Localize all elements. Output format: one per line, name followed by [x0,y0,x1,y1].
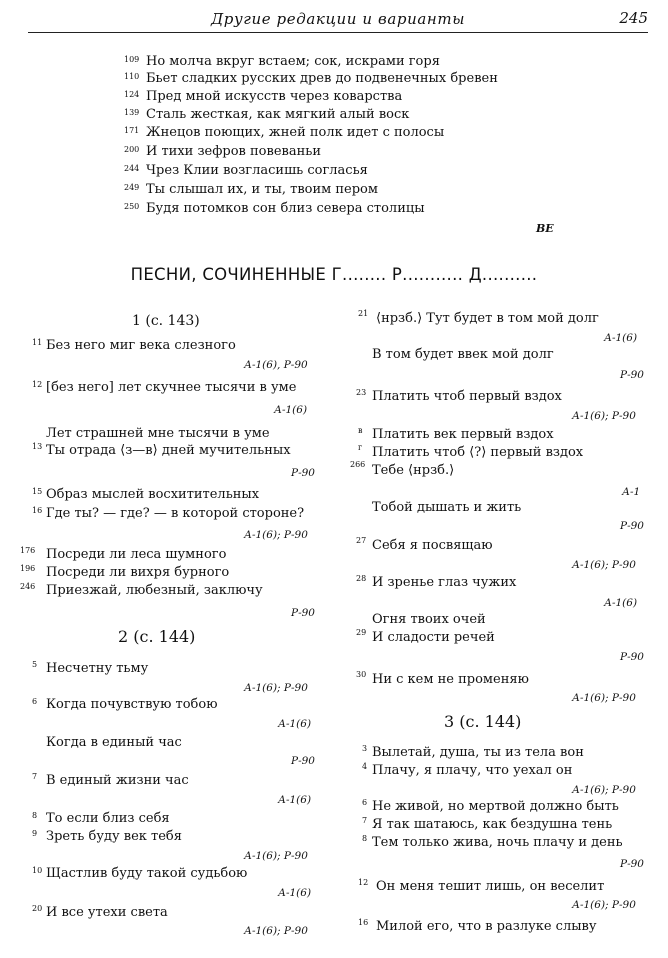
page-number: 245 [619,9,648,27]
line-number: 12 [358,878,369,887]
variant-line: Тебе ⟨нрзб.⟩ [372,463,455,478]
variant-line: Зреть буду век тебя [46,829,182,844]
variant-line: Жнецов поющих, жней полк идет с полосы [146,125,445,140]
line-number: 27 [356,536,367,545]
line-number: 124 [124,90,140,99]
variant-line: Пред мной искусств через коварства [146,89,403,104]
variant-line: Огня твоих очей [372,612,486,627]
variant-line: Ты слышал их, и ты, твоим пером [146,182,378,197]
line-number: 176 [20,546,36,555]
line-number: 16 [358,918,369,927]
line-number: 196 [20,564,36,573]
source-ref: А-1(6) [278,718,312,730]
source-ref: Р-90 [291,467,315,479]
line-number: 23 [356,388,367,397]
variant-line: Платить чтоб первый вздох [372,389,562,404]
line-number: 20 [32,904,43,913]
variant-line: И сладости речей [372,630,495,645]
line-number: 266 [350,460,366,469]
section-heading-2: 2 (с. 144) [118,627,196,646]
source-ref: А-1(6); Р-90 [572,692,636,704]
source-ref: А-1(6) [604,597,638,609]
variant-line: Он меня тешит лишь, он веселит [376,879,605,894]
variant-line: Щастлив буду такой судьбою [46,866,248,881]
variant-line: В единый жизни час [46,773,189,788]
line-number: 8 [362,834,368,843]
source-ref: Р-90 [620,858,644,870]
variant-line: Без него миг века слезного [46,338,236,353]
line-number: 109 [124,55,140,64]
line-number: 16 [32,506,43,515]
variant-line: Не живой, но мертвой должно быть [372,799,619,814]
line-number: 10 [32,866,43,875]
variant-line: В том будет ввек мой долг [372,347,554,362]
source-ref: А-1(6); Р-90 [244,850,308,862]
line-number: 250 [124,202,140,211]
line-number: 4 [362,762,368,771]
variant-line: ⟨нрзб.⟩ Тут будет в том мой долг [376,311,599,326]
line-number: 7 [362,816,368,825]
variant-line: Образ мыслей восхитительных [46,487,260,502]
variant-line: Тем только жива, ночь плачу и день [372,835,623,850]
variant-line: И тихи зефров повеваньи [146,144,321,159]
line-number: 12 [32,380,43,389]
source-ref: А-1(6) [278,794,312,806]
line-number: 244 [124,164,140,173]
source-ref: А-1(6); Р-90 [572,410,636,422]
variant-line: Плачу, я плачу, что уехал он [372,763,573,778]
variant-line: Платить чтоб ⟨?⟩ первый вздох [372,445,584,460]
line-number: г [358,443,363,452]
line-number: 28 [356,574,367,583]
variant-line: Бьет сладких русских древ до подвенечных бревен [146,71,498,86]
line-number: 21 [358,309,369,318]
line-number: 139 [124,108,140,117]
variant-line: Сталь жесткая, как мягкий алый воск [146,107,410,122]
line-number: 7 [32,772,38,781]
line-number: 13 [32,442,43,451]
source-ref: А-1(6); Р-90 [572,784,636,796]
section-heading-3: 3 (с. 144) [444,712,522,731]
line-number: 246 [20,582,36,591]
line-number: 200 [124,145,140,154]
source-ref: Р-90 [620,651,644,663]
line-number: 6 [32,697,38,706]
running-header-title: Другие редакции и варианты [210,10,466,28]
variant-line: [без него] лет скучнее тысячи в уме [46,380,297,395]
variant-line: Милой его, что в разлуке слыву [376,919,597,934]
editor-initials: ВЕ [536,222,554,235]
variant-line: Вылетай, душа, ты из тела вон [372,745,584,760]
running-header [28,6,648,33]
source-ref: А-1(6); Р-90 [244,682,308,694]
variant-line: Когда почувствую тобою [46,697,218,712]
line-number: 249 [124,183,140,192]
variant-line: Я так шатаюсь, как бездушна тень [372,817,613,832]
source-ref: А-1(6) [274,404,308,416]
variant-line: Посреди ли леса шумного [46,547,227,562]
variant-line: Когда в единый час [46,735,182,750]
line-number: 110 [124,72,140,81]
source-ref: Р-90 [620,369,644,381]
source-ref: Р-90 [291,755,315,767]
variant-line: Но молча вкруг встаем; сок, искрами горя [146,54,440,69]
variant-line: Лет страшней мне тысячи в уме [46,426,270,441]
section-title: ПЕСНИ, СОЧИНЕННЫЕ Г........ Р........... Д.......... [130,265,538,284]
line-number: 29 [356,628,367,637]
line-number: 5 [32,660,38,669]
line-number: 3 [362,744,368,753]
variant-line: Приезжай, любезный, заключу [46,583,263,598]
variant-line: И все утехи света [46,905,168,920]
source-ref: А-1(6) [278,887,312,899]
source-ref: А-1(6); Р-90 [244,529,308,541]
line-number: 11 [32,338,43,347]
variant-line: Чрез Клии возгласишь согласья [146,163,368,178]
source-ref: А-1(6); Р-90 [244,925,308,937]
source-ref: А-1(6); Р-90 [572,559,636,571]
source-ref: Р-90 [620,520,644,532]
variant-line: Платить век первый вздох [372,427,554,442]
source-ref: А-1 [622,486,641,498]
source-ref: А-1(6); Р-90 [572,899,636,911]
line-number: 15 [32,487,43,496]
variant-line: И зренье глаз чужих [372,575,517,590]
source-ref: А-1(6), Р-90 [244,359,308,371]
variant-line: Себя я посвящаю [372,538,493,553]
variant-line: Ни с кем не променяю [372,672,529,687]
variant-line: Тобой дышать и жить [372,500,522,515]
section-heading-1: 1 (с. 143) [132,313,200,329]
variant-line: То если близ себя [46,811,170,826]
line-number: 30 [356,670,367,679]
line-number: 8 [32,811,38,820]
variant-line: Где ты? — где? — в которой стороне? [46,506,305,521]
line-number: 6 [362,798,368,807]
source-ref: А-1(6) [604,332,638,344]
variant-line: Ты отрада ⟨з—в⟩ дней мучительных [46,443,291,458]
line-number: 171 [124,126,140,135]
source-ref: Р-90 [291,607,315,619]
line-number: 9 [32,829,38,838]
variant-line: Будя потомков сон близ севера столицы [146,201,425,216]
variant-line: Несчетну тьму [46,661,149,676]
line-number: в [358,426,363,435]
variant-line: Посреди ли вихря бурного [46,565,230,580]
